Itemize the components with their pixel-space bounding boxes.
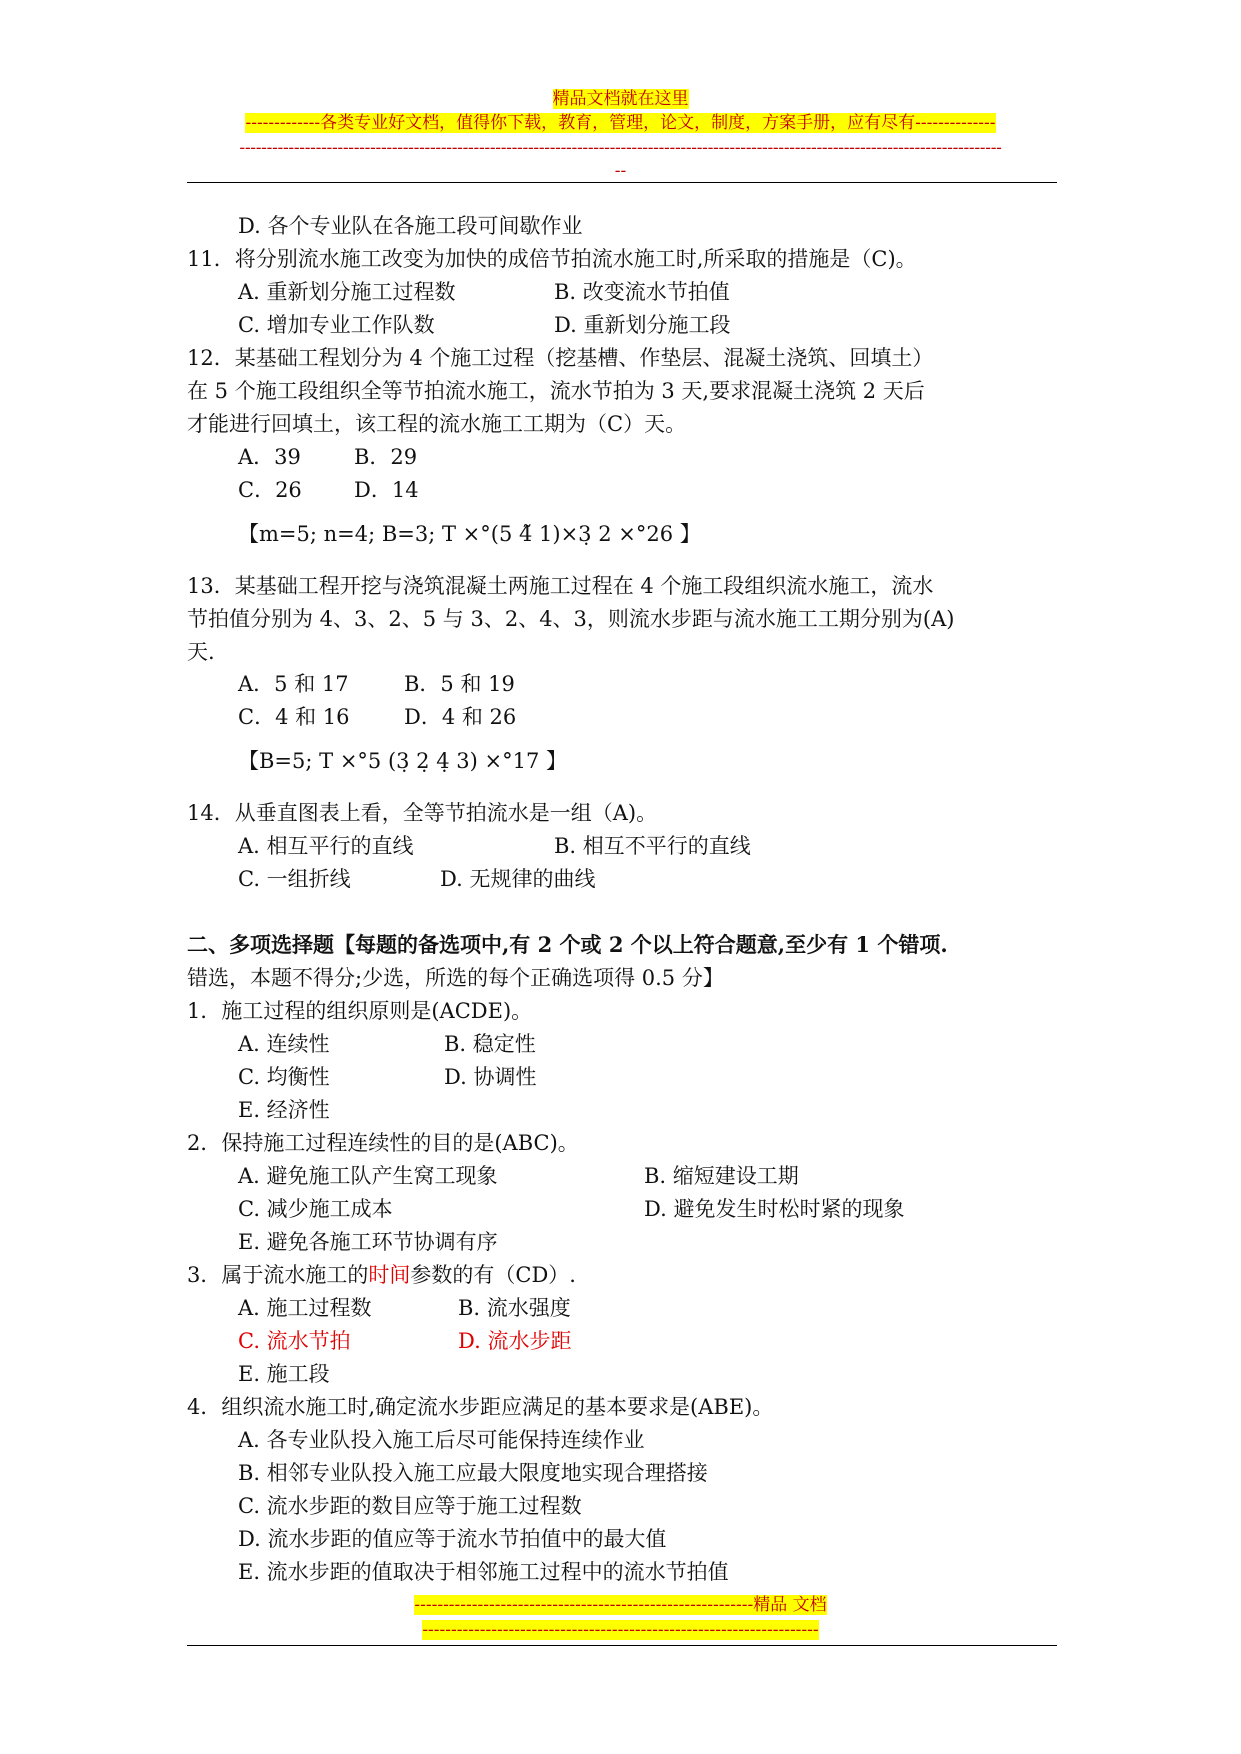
q13-solution: 【B=5; T ×°5 (3̣ 2̣ 4̣ 3) ×°17 】: [238, 749, 567, 773]
m2-option-e: E. 避免各施工环节协调有序: [238, 1230, 498, 1254]
q11-option-d: D. 重新划分施工段: [554, 313, 731, 337]
q13-stem-1: 13．某基础工程开挖与浇筑混凝土两施工过程在 4 个施工段组织流水施工，流水: [187, 574, 934, 598]
q14-option-b: B. 相互不平行的直线: [554, 834, 751, 858]
q11-option-c: C. 增加专业工作队数: [238, 313, 435, 337]
m2-option-a: A. 避免施工队产生窝工现象: [238, 1164, 498, 1188]
m4-option-e: E. 流水步距的值取决于相邻施工过程中的流水节拍值: [238, 1560, 729, 1584]
q12-stem-3: 才能进行回填土，该工程的流水施工工期为（C）天。: [187, 412, 687, 436]
header-dashes: --------------------------------------------------------------------------------------------------------------------------------------------: [239, 138, 1002, 158]
m2-option-b: B. 缩短建设工期: [644, 1164, 799, 1188]
m1-option-c: C. 均衡性: [238, 1065, 330, 1089]
q13-option-b: B．5 和 19: [404, 672, 515, 696]
q12-option-d: D．14: [354, 478, 419, 502]
m1-option-e: E. 经济性: [238, 1098, 330, 1122]
m3-option-c: C. 流水节拍: [238, 1329, 351, 1353]
m4-option-b: B. 相邻专业队投入施工应最大限度地实现合理搭接: [238, 1461, 708, 1485]
q11-option-a: A. 重新划分施工过程数: [238, 280, 456, 304]
m3-option-d: D. 流水步距: [458, 1329, 572, 1353]
q13-option-d: D．4 和 26: [404, 705, 517, 729]
m2-stem: 2．保持施工过程连续性的目的是(ABC)。: [187, 1131, 579, 1155]
section-2-heading: 二、多项选择题【每题的备选项中,有 2 个或 2 个以上符合题意,至少有 1 个错项.: [187, 932, 948, 957]
footer-dashes: ---------------------------------------------------------------------: [422, 1620, 819, 1640]
header-dashes-tail: --: [614, 161, 627, 181]
q12-option-a: A．39: [238, 445, 301, 469]
m3-stem-pre: 3．属于流水施工的: [187, 1263, 369, 1287]
m3-stem-post: 参数的有（CD）.: [410, 1263, 576, 1287]
m3-option-e: E. 施工段: [238, 1362, 330, 1386]
m3-stem-highlight: 时间: [368, 1263, 411, 1287]
footer-rule: [187, 1645, 1057, 1646]
m1-option-d: D. 协调性: [444, 1065, 537, 1089]
m4-stem: 4．组织流水施工时,确定流水步距应满足的基本要求是(ABE)。: [187, 1395, 774, 1419]
m1-option-b: B. 稳定性: [444, 1032, 536, 1056]
q10-option-d: D. 各个专业队在各施工段可间歇作业: [238, 214, 583, 238]
header-title: 精品文档就在这里: [552, 89, 689, 109]
m4-option-c: C. 流水步距的数目应等于施工过程数: [238, 1494, 582, 1518]
m3-option-b: B. 流水强度: [458, 1296, 571, 1320]
q13-stem-2: 节拍值分别为 4、3、2、5 与 3、2、4、3，则流水步距与流水施工工期分别为(A): [187, 607, 955, 631]
q12-stem-2: 在 5 个施工段组织全等节拍流水施工，流水节拍为 3 天,要求混凝土浇筑 2 天后: [187, 379, 925, 403]
q11-option-b: B. 改变流水节拍值: [554, 280, 730, 304]
m1-option-a: A. 连续性: [238, 1032, 330, 1056]
section-2-heading-cont: 错选，本题不得分;少选，所选的每个正确选项得 0.5 分】: [187, 966, 724, 990]
q12-stem-1: 12．某基础工程划分为 4 个施工过程（挖基槽、作垫层、混凝土浇筑、回填土）: [187, 346, 934, 370]
m2-option-c: C. 减少施工成本: [238, 1197, 393, 1221]
header-rule: [187, 182, 1057, 183]
q11-stem: 11．将分别流水施工改变为加快的成倍节拍流水施工时,所采取的措施是（C)。: [187, 247, 917, 271]
q14-option-a: A. 相互平行的直线: [238, 834, 414, 858]
q12-solution: 【m=5; n=4; B=3; T ×°(5 4̃ 1)×3̣ 2 ×°26 】: [238, 522, 701, 546]
footer-label: -----------------------------------------------------------精品 文档: [414, 1595, 827, 1615]
m3-option-a: A. 施工过程数: [238, 1296, 372, 1320]
m4-option-a: A. 各专业队投入施工后尽可能保持连续作业: [238, 1428, 645, 1452]
q14-option-c: C. 一组折线: [238, 867, 351, 891]
q13-stem-3: 天.: [187, 640, 215, 664]
m2-option-d: D. 避免发生时松时紧的现象: [644, 1197, 905, 1221]
m3-stem: [187, 1259, 576, 1291]
q12-option-b: B．29: [354, 445, 418, 469]
m1-stem: 1．施工过程的组织原则是(ACDE)。: [187, 999, 533, 1023]
header-tagline: -------------各类专业好文档，值得你下载，教育，管理，论文，制度，方案手册，应有尽有--------------: [245, 113, 996, 133]
q13-option-c: C．4 和 16: [238, 705, 350, 729]
q14-stem: 14．从垂直图表上看，全等节拍流水是一组（A)。: [187, 801, 658, 825]
q12-option-c: C．26: [238, 478, 302, 502]
q14-option-d: D. 无规律的曲线: [440, 867, 596, 891]
q13-option-a: A．5 和 17: [238, 672, 349, 696]
m4-option-d: D. 流水步距的值应等于流水节拍值中的最大值: [238, 1527, 667, 1551]
